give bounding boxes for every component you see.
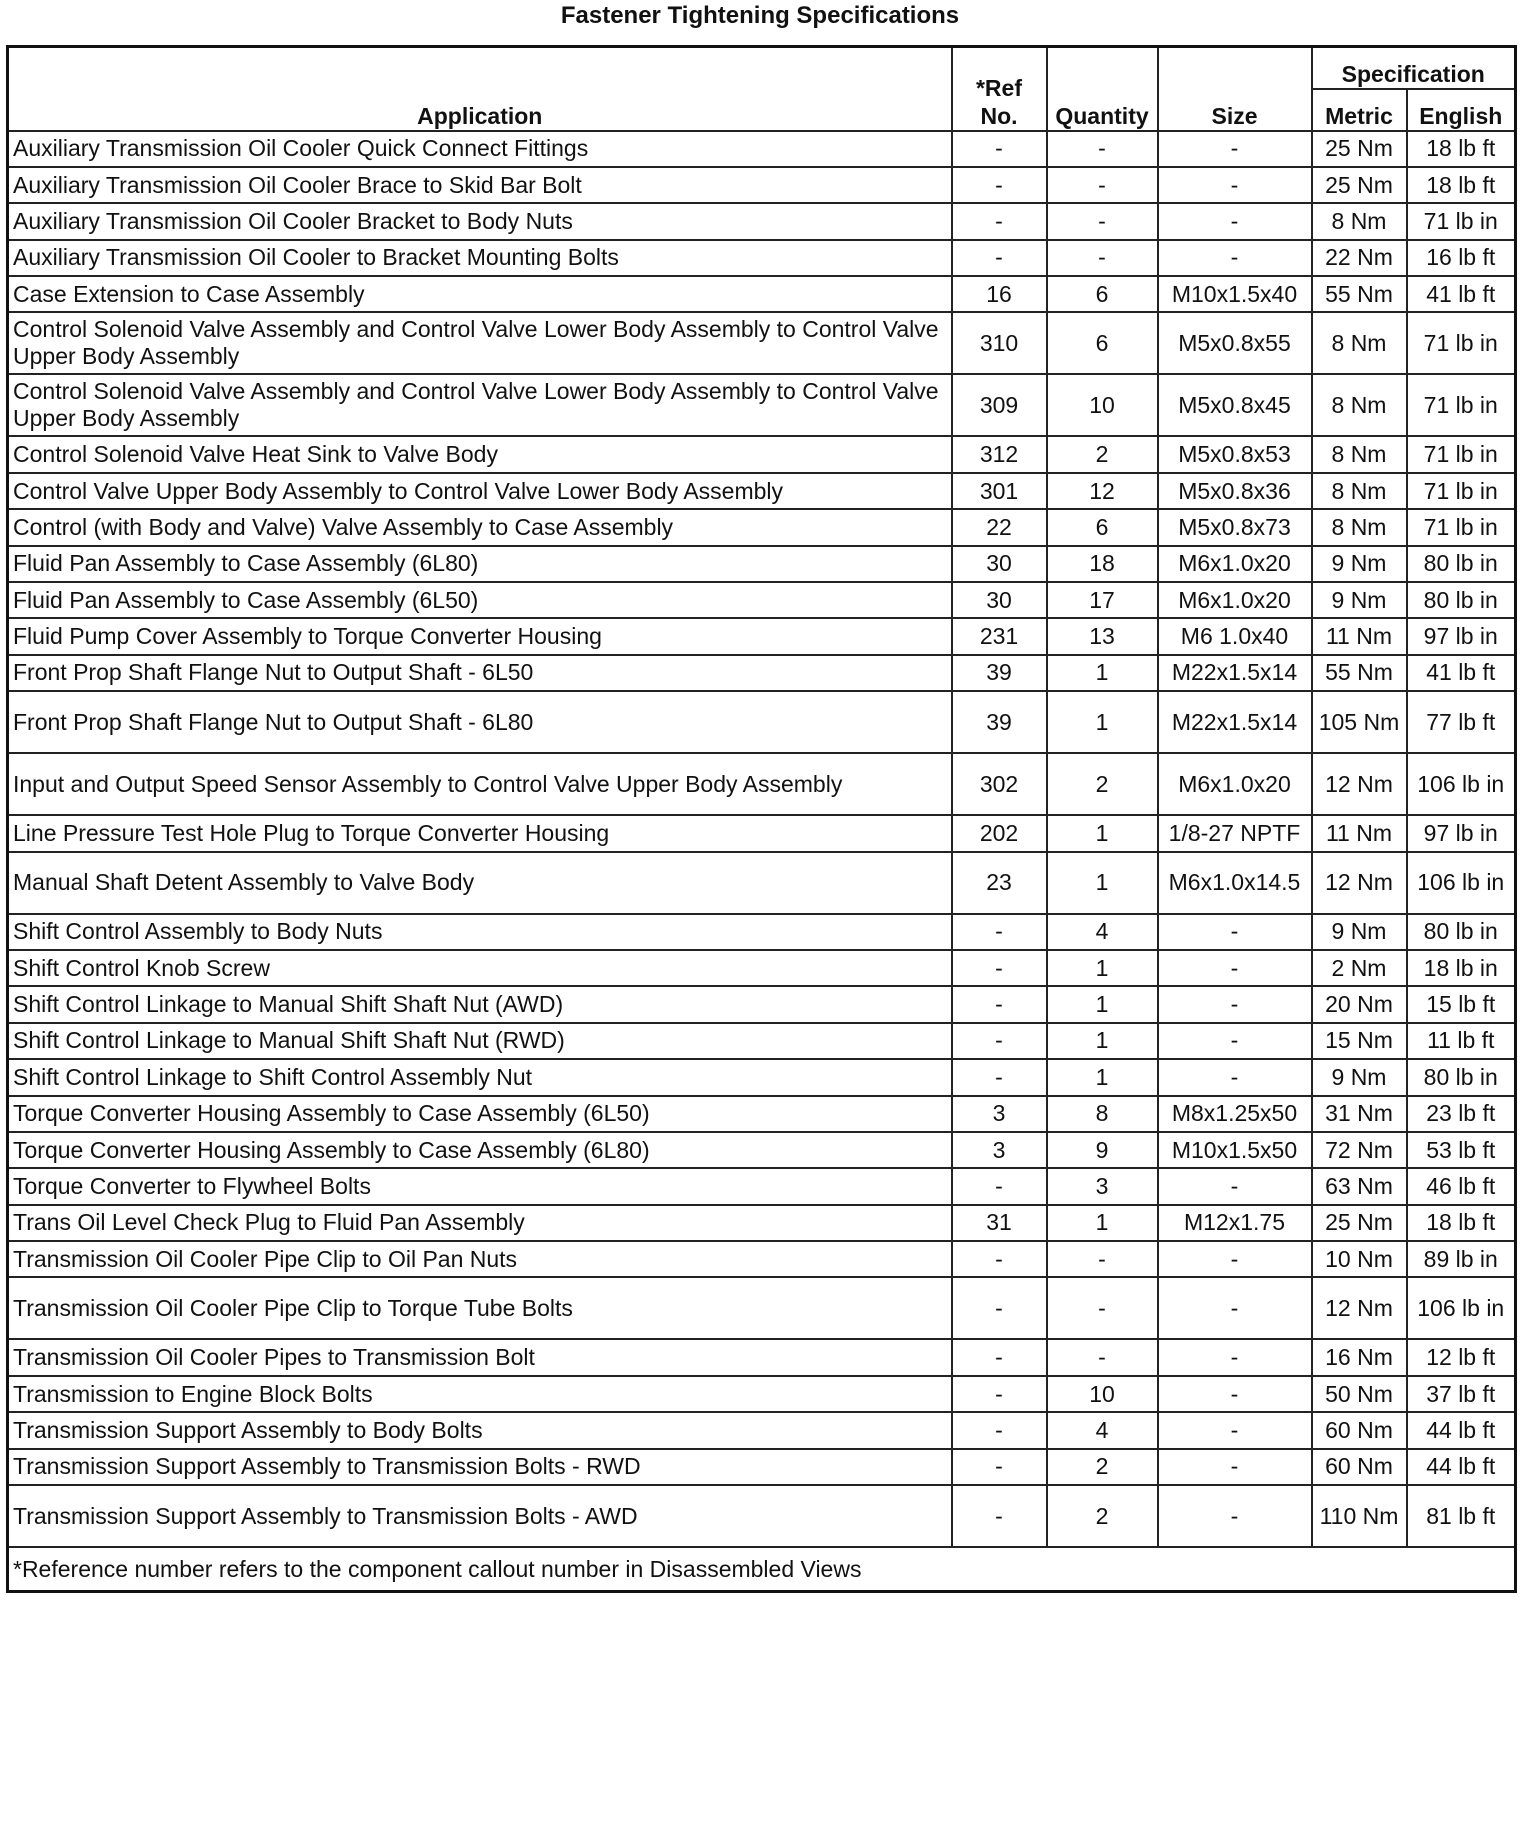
ref-no-cell: 301 [952,473,1047,509]
metric-cell: 11 Nm [1312,815,1407,851]
application-cell: Line Pressure Test Hole Plug to Torque Converter Housing [8,815,952,851]
metric-cell: 16 Nm [1312,1339,1407,1375]
metric-cell: 31 Nm [1312,1096,1407,1132]
size-cell: - [1158,950,1312,986]
quantity-cell: - [1047,1241,1158,1277]
ref-no-cell: - [952,1059,1047,1095]
english-cell: 71 lb in [1407,374,1516,436]
quantity-cell: 1 [1047,655,1158,691]
english-cell: 12 lb ft [1407,1339,1516,1375]
size-cell: M6x1.0x14.5 [1158,852,1312,914]
table-row [8,914,1516,950]
size-cell: - [1158,1168,1312,1204]
application-cell: Transmission Support Assembly to Transmission Bolts - RWD [8,1449,952,1485]
metric-cell: 25 Nm [1312,167,1407,203]
table-row [8,852,1516,914]
application-cell: Transmission Support Assembly to Transmission Bolts - AWD [8,1485,952,1547]
quantity-cell: 10 [1047,1376,1158,1412]
application-cell: Auxiliary Transmission Oil Cooler Bracket to Body Nuts [8,203,952,239]
size-cell: M5x0.8x53 [1158,436,1312,472]
application-cell: Torque Converter to Flywheel Bolts [8,1168,952,1204]
english-cell: 41 lb ft [1407,276,1516,312]
application-cell: Case Extension to Case Assembly [8,276,952,312]
header-size: Size [1158,47,1312,131]
quantity-cell: 10 [1047,374,1158,436]
english-cell: 106 lb in [1407,1277,1516,1339]
metric-cell: 9 Nm [1312,914,1407,950]
quantity-cell: - [1047,240,1158,276]
header-application: Application [8,47,952,131]
table-row [8,1096,1516,1132]
metric-cell: 9 Nm [1312,1059,1407,1095]
ref-no-cell: - [952,950,1047,986]
application-cell: Transmission Oil Cooler Pipe Clip to Torque Tube Bolts [8,1277,952,1339]
english-cell: 97 lb in [1407,618,1516,654]
quantity-cell: - [1047,131,1158,167]
table-row [8,509,1516,545]
ref-no-cell: 3 [952,1096,1047,1132]
fastener-spec-table [6,45,1517,1593]
ref-no-cell: 31 [952,1205,1047,1241]
quantity-cell: 6 [1047,276,1158,312]
metric-cell: 12 Nm [1312,852,1407,914]
table-row [8,1339,1516,1375]
application-cell: Shift Control Linkage to Manual Shift Shaft Nut (RWD) [8,1023,952,1059]
application-cell: Shift Control Assembly to Body Nuts [8,914,952,950]
table-row [8,986,1516,1022]
metric-cell: 12 Nm [1312,753,1407,815]
application-cell: Control Valve Upper Body Assembly to Control Valve Lower Body Assembly [8,473,952,509]
metric-cell: 8 Nm [1312,312,1407,374]
quantity-cell: 1 [1047,1205,1158,1241]
table-row [8,1059,1516,1095]
quantity-cell: 1 [1047,986,1158,1022]
english-cell: 18 lb ft [1407,1205,1516,1241]
application-cell: Control (with Body and Valve) Valve Assembly to Case Assembly [8,509,952,545]
table-row [8,815,1516,851]
size-cell: M12x1.75 [1158,1205,1312,1241]
application-cell: Shift Control Knob Screw [8,950,952,986]
english-cell: 80 lb in [1407,546,1516,582]
size-cell: M22x1.5x14 [1158,691,1312,753]
ref-no-cell: 3 [952,1132,1047,1168]
ref-no-cell: - [952,240,1047,276]
ref-no-cell: - [952,1339,1047,1375]
size-cell: M10x1.5x50 [1158,1132,1312,1168]
application-cell: Front Prop Shaft Flange Nut to Output Shaft - 6L50 [8,655,952,691]
ref-no-cell: 309 [952,374,1047,436]
english-cell: 71 lb in [1407,509,1516,545]
english-cell: 80 lb in [1407,914,1516,950]
quantity-cell: - [1047,1339,1158,1375]
size-cell: - [1158,240,1312,276]
quantity-cell: 1 [1047,950,1158,986]
quantity-cell: 13 [1047,618,1158,654]
metric-cell: 15 Nm [1312,1023,1407,1059]
page-title: Fastener Tightening Specifications [560,2,960,29]
metric-cell: 22 Nm [1312,240,1407,276]
size-cell: - [1158,203,1312,239]
application-cell: Auxiliary Transmission Oil Cooler Quick Connect Fittings [8,131,952,167]
metric-cell: 12 Nm [1312,1277,1407,1339]
quantity-cell: 2 [1047,1485,1158,1547]
ref-no-cell: - [952,1485,1047,1547]
ref-no-cell: 16 [952,276,1047,312]
english-cell: 44 lb ft [1407,1412,1516,1448]
application-cell: Torque Converter Housing Assembly to Case Assembly (6L80) [8,1132,952,1168]
table-row [8,240,1516,276]
header-metric: Metric [1312,89,1407,131]
header-ref-no [952,47,1047,131]
metric-cell: 60 Nm [1312,1412,1407,1448]
size-cell: - [1158,1376,1312,1412]
table-body [8,131,1516,1548]
size-cell: - [1158,167,1312,203]
metric-cell: 110 Nm [1312,1485,1407,1547]
size-cell: M6x1.0x20 [1158,582,1312,618]
english-cell: 71 lb in [1407,312,1516,374]
application-cell: Torque Converter Housing Assembly to Case Assembly (6L50) [8,1096,952,1132]
ref-no-cell: - [952,1241,1047,1277]
table-row [8,1485,1516,1547]
size-cell: M22x1.5x14 [1158,655,1312,691]
english-cell: 41 lb ft [1407,655,1516,691]
ref-no-cell: - [952,1412,1047,1448]
application-cell: Transmission Oil Cooler Pipes to Transmission Bolt [8,1339,952,1375]
metric-cell: 50 Nm [1312,1376,1407,1412]
english-cell: 81 lb ft [1407,1485,1516,1547]
table-row [8,655,1516,691]
table-row [8,1205,1516,1241]
application-cell: Shift Control Linkage to Shift Control Assembly Nut [8,1059,952,1095]
size-cell: M5x0.8x45 [1158,374,1312,436]
application-cell: Shift Control Linkage to Manual Shift Shaft Nut (AWD) [8,986,952,1022]
application-cell: Manual Shaft Detent Assembly to Valve Body [8,852,952,914]
english-cell: 89 lb in [1407,1241,1516,1277]
ref-no-cell: - [952,1277,1047,1339]
quantity-cell: - [1047,167,1158,203]
metric-cell: 9 Nm [1312,582,1407,618]
table-row [8,950,1516,986]
quantity-cell: 9 [1047,1132,1158,1168]
application-cell: Control Solenoid Valve Assembly and Control Valve Lower Body Assembly to Control Valve Upper Body Assembly [8,312,952,374]
english-cell: 18 lb in [1407,950,1516,986]
table-row [8,203,1516,239]
english-cell: 97 lb in [1407,815,1516,851]
size-cell: - [1158,1449,1312,1485]
metric-cell: 105 Nm [1312,691,1407,753]
ref-no-cell: - [952,203,1047,239]
ref-no-cell: 23 [952,852,1047,914]
quantity-cell: 12 [1047,473,1158,509]
table-row [8,691,1516,753]
header-quantity: Quantity [1047,47,1158,131]
quantity-cell: 1 [1047,691,1158,753]
footnote: *Reference number refers to the component callout number in Disassembled Views [8,1547,1516,1592]
footnote-row [8,1547,1516,1592]
metric-cell: 8 Nm [1312,509,1407,545]
metric-cell: 9 Nm [1312,546,1407,582]
application-cell: Control Solenoid Valve Heat Sink to Valve Body [8,436,952,472]
english-cell: 106 lb in [1407,753,1516,815]
english-cell: 23 lb ft [1407,1096,1516,1132]
application-cell: Input and Output Speed Sensor Assembly to Control Valve Upper Body Assembly [8,753,952,815]
header-english: English [1407,89,1516,131]
metric-cell: 60 Nm [1312,1449,1407,1485]
metric-cell: 63 Nm [1312,1168,1407,1204]
quantity-cell: 1 [1047,815,1158,851]
size-cell: M5x0.8x73 [1158,509,1312,545]
table-row [8,276,1516,312]
english-cell: 46 lb ft [1407,1168,1516,1204]
table-row [8,582,1516,618]
size-cell: M6x1.0x20 [1158,753,1312,815]
size-cell: M6x1.0x20 [1158,546,1312,582]
table-row [8,131,1516,167]
english-cell: 71 lb in [1407,436,1516,472]
metric-cell: 55 Nm [1312,276,1407,312]
table-row [8,1376,1516,1412]
ref-no-cell: 39 [952,691,1047,753]
application-cell: Auxiliary Transmission Oil Cooler Brace to Skid Bar Bolt [8,167,952,203]
table-row [8,1449,1516,1485]
table-row [8,1241,1516,1277]
ref-no-cell: 39 [952,655,1047,691]
english-cell: 53 lb ft [1407,1132,1516,1168]
quantity-cell: 6 [1047,312,1158,374]
size-cell: 1/8-27 NPTF [1158,815,1312,851]
size-cell: - [1158,1412,1312,1448]
quantity-cell: 1 [1047,1059,1158,1095]
english-cell: 16 lb ft [1407,240,1516,276]
ref-no-cell: - [952,167,1047,203]
quantity-cell: - [1047,203,1158,239]
size-cell: - [1158,1485,1312,1547]
quantity-cell: 2 [1047,436,1158,472]
english-cell: 18 lb ft [1407,167,1516,203]
metric-cell: 8 Nm [1312,436,1407,472]
application-cell: Front Prop Shaft Flange Nut to Output Shaft - 6L80 [8,691,952,753]
table-row [8,1023,1516,1059]
application-cell: Fluid Pan Assembly to Case Assembly (6L50) [8,582,952,618]
metric-cell: 11 Nm [1312,618,1407,654]
quantity-cell: 4 [1047,1412,1158,1448]
ref-no-cell: - [952,986,1047,1022]
size-cell: M10x1.5x40 [1158,276,1312,312]
header-row-top [8,47,1516,89]
size-cell: M5x0.8x55 [1158,312,1312,374]
table-row [8,167,1516,203]
quantity-cell: - [1047,1277,1158,1339]
size-cell: - [1158,1277,1312,1339]
table-row [8,1168,1516,1204]
metric-cell: 25 Nm [1312,1205,1407,1241]
metric-cell: 10 Nm [1312,1241,1407,1277]
application-cell: Fluid Pump Cover Assembly to Torque Converter Housing [8,618,952,654]
quantity-cell: 3 [1047,1168,1158,1204]
table-row [8,618,1516,654]
ref-no-cell: 302 [952,753,1047,815]
quantity-cell: 2 [1047,1449,1158,1485]
ref-no-cell: - [952,1449,1047,1485]
header-specification: Specification [1312,47,1516,89]
ref-no-cell: 231 [952,618,1047,654]
header-ref-no-label: *Ref No. [975,74,1022,129]
english-cell: 11 lb ft [1407,1023,1516,1059]
table-row [8,374,1516,436]
english-cell: 71 lb in [1407,473,1516,509]
quantity-cell: 1 [1047,1023,1158,1059]
english-cell: 71 lb in [1407,203,1516,239]
quantity-cell: 18 [1047,546,1158,582]
english-cell: 15 lb ft [1407,986,1516,1022]
ref-no-cell: - [952,131,1047,167]
metric-cell: 20 Nm [1312,986,1407,1022]
size-cell: - [1158,986,1312,1022]
metric-cell: 55 Nm [1312,655,1407,691]
ref-no-cell: 22 [952,509,1047,545]
table-row [8,1412,1516,1448]
quantity-cell: 8 [1047,1096,1158,1132]
english-cell: 44 lb ft [1407,1449,1516,1485]
application-cell: Transmission Oil Cooler Pipe Clip to Oil Pan Nuts [8,1241,952,1277]
size-cell: - [1158,1339,1312,1375]
table-row [8,1132,1516,1168]
english-cell: 80 lb in [1407,582,1516,618]
table-row [8,546,1516,582]
size-cell: - [1158,131,1312,167]
quantity-cell: 1 [1047,852,1158,914]
application-cell: Fluid Pan Assembly to Case Assembly (6L80) [8,546,952,582]
metric-cell: 2 Nm [1312,950,1407,986]
ref-no-cell: 312 [952,436,1047,472]
application-cell: Trans Oil Level Check Plug to Fluid Pan Assembly [8,1205,952,1241]
ref-no-cell: 30 [952,582,1047,618]
ref-no-cell: - [952,1376,1047,1412]
metric-cell: 8 Nm [1312,374,1407,436]
size-cell: M8x1.25x50 [1158,1096,1312,1132]
size-cell: - [1158,1059,1312,1095]
application-cell: Transmission Support Assembly to Body Bolts [8,1412,952,1448]
metric-cell: 8 Nm [1312,203,1407,239]
ref-no-cell: - [952,1168,1047,1204]
table-row [8,1277,1516,1339]
table-row [8,473,1516,509]
quantity-cell: 2 [1047,753,1158,815]
ref-no-cell: 202 [952,815,1047,851]
table-row [8,312,1516,374]
application-cell: Transmission to Engine Block Bolts [8,1376,952,1412]
application-cell: Control Solenoid Valve Assembly and Control Valve Lower Body Assembly to Control Valve Upper Body Assembly [8,374,952,436]
application-cell: Auxiliary Transmission Oil Cooler to Bracket Mounting Bolts [8,240,952,276]
english-cell: 106 lb in [1407,852,1516,914]
ref-no-cell: 310 [952,312,1047,374]
ref-no-cell: - [952,1023,1047,1059]
english-cell: 80 lb in [1407,1059,1516,1095]
quantity-cell: 6 [1047,509,1158,545]
size-cell: M5x0.8x36 [1158,473,1312,509]
size-cell: - [1158,1241,1312,1277]
size-cell: M6 1.0x40 [1158,618,1312,654]
english-cell: 37 lb ft [1407,1376,1516,1412]
ref-no-cell: - [952,914,1047,950]
english-cell: 18 lb ft [1407,131,1516,167]
quantity-cell: 4 [1047,914,1158,950]
metric-cell: 25 Nm [1312,131,1407,167]
table-row [8,436,1516,472]
ref-no-cell: 30 [952,546,1047,582]
size-cell: - [1158,1023,1312,1059]
quantity-cell: 17 [1047,582,1158,618]
metric-cell: 72 Nm [1312,1132,1407,1168]
english-cell: 77 lb ft [1407,691,1516,753]
metric-cell: 8 Nm [1312,473,1407,509]
size-cell: - [1158,914,1312,950]
table-row [8,753,1516,815]
